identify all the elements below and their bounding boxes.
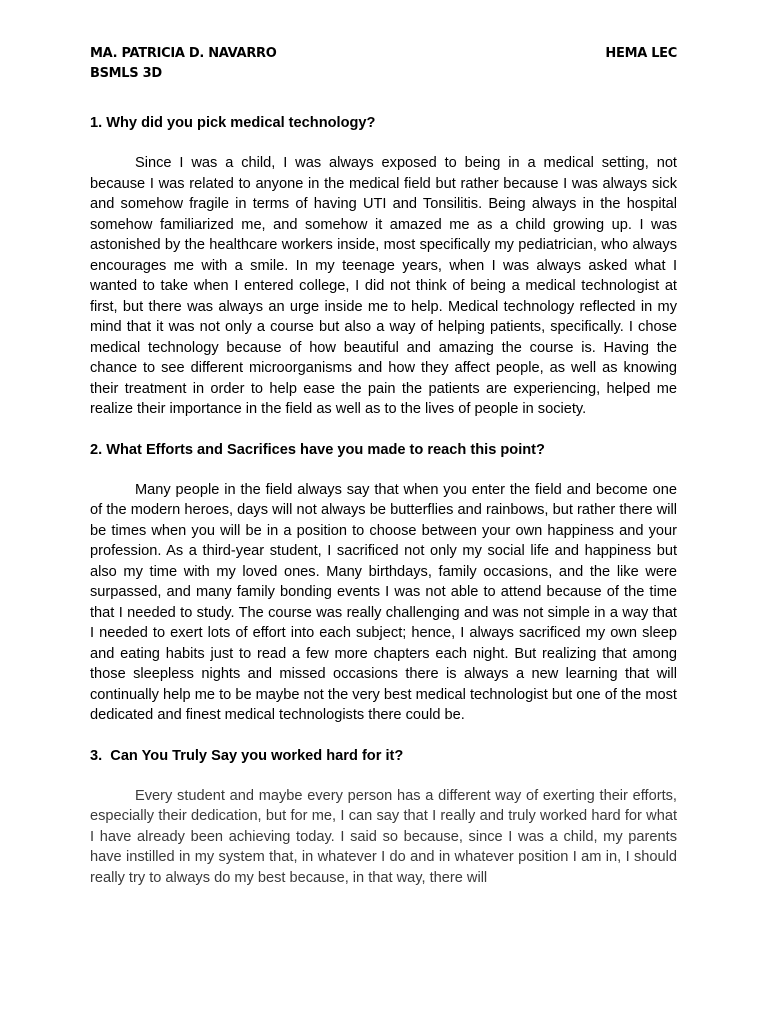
document-page: [90, 44, 677, 908]
question-1-heading: 1. Why did you pick medical technology?: [90, 115, 376, 131]
student-section: BSMLS 3D: [90, 66, 162, 81]
course-label: HEMA LEC: [605, 46, 677, 61]
question-3-heading: 3. Can You Truly Say you worked hard for it?: [90, 747, 404, 764]
question-2-heading: 2. What Efforts and Sacrifices have you made to reach this point?: [90, 441, 545, 458]
document-header: [90, 44, 677, 84]
student-info: [90, 44, 277, 84]
student-name: MA. PATRICIA D. NAVARRO: [90, 46, 277, 61]
answer-2-paragraph: Many people in the field always say that when you enter the field and become one of the modern heroes, days will not always be butterflies and rainbows, but rather there will be times when you will be in a position to choose between your own happiness and your profession. As a third-year student, I sacrificed not only my social life and happiness but also my time with my loved ones. Many birthdays, family occasions, and the like were surpassed, and many family bonding events I was not able to attend because of the time that I needed to study. The course was really challenging and was not simple in a way that I needed to exert lots of effort into each subject; hence, I always sacrificed my own sleep and eating habits just to read a few more chapters each night. But realizing that among those sleepless nights and missed occasions there is always a new learning that will continually help me to be maybe not the very best medical technologist but one of the most dedicated and finest medical technologists there could be.: [90, 481, 677, 723]
answer-1-paragraph: Since I was a child, I was always exposed to being in a medical setting, not because I was related to anyone in the medical field but rather because I was always sick and somehow fragile in terms of having UTI and Tonsilitis. Being always in the hospital somehow familiarized me, and somehow it amazed me as a child growing up. I was astonished by the healthcare workers inside, most specifically my pediatrician, who always encourages me with a smile. In my teenage years, when I was always asked what I wanted to take when I entered college, I did not think of being a medical technologist at first, but there was always an urge inside me to help. Medical technology reflected in my mind that it was not only a course but also a way of helping patients, specifically. I chose medical technology because of how beautiful and amazing the course is. Having the chance to see different microorganisms and how they affect people, as well as knowing their treatment in order to help ease the pain the patients are experiencing, helped me realize their importance in the field as well as to the lives of people in society.: [90, 155, 677, 417]
answer-3-paragraph: Every student and maybe every person has a different way of exerting their efforts, especially their dedication, but for me, I can say that I really and truly worked hard for what I have already been achieving today. I said so because, since I was a child, my parents have instilled in my system that, in whatever I do and in whatever position I am in, I should really try to always do my best because, in that way, there will: [90, 787, 677, 886]
